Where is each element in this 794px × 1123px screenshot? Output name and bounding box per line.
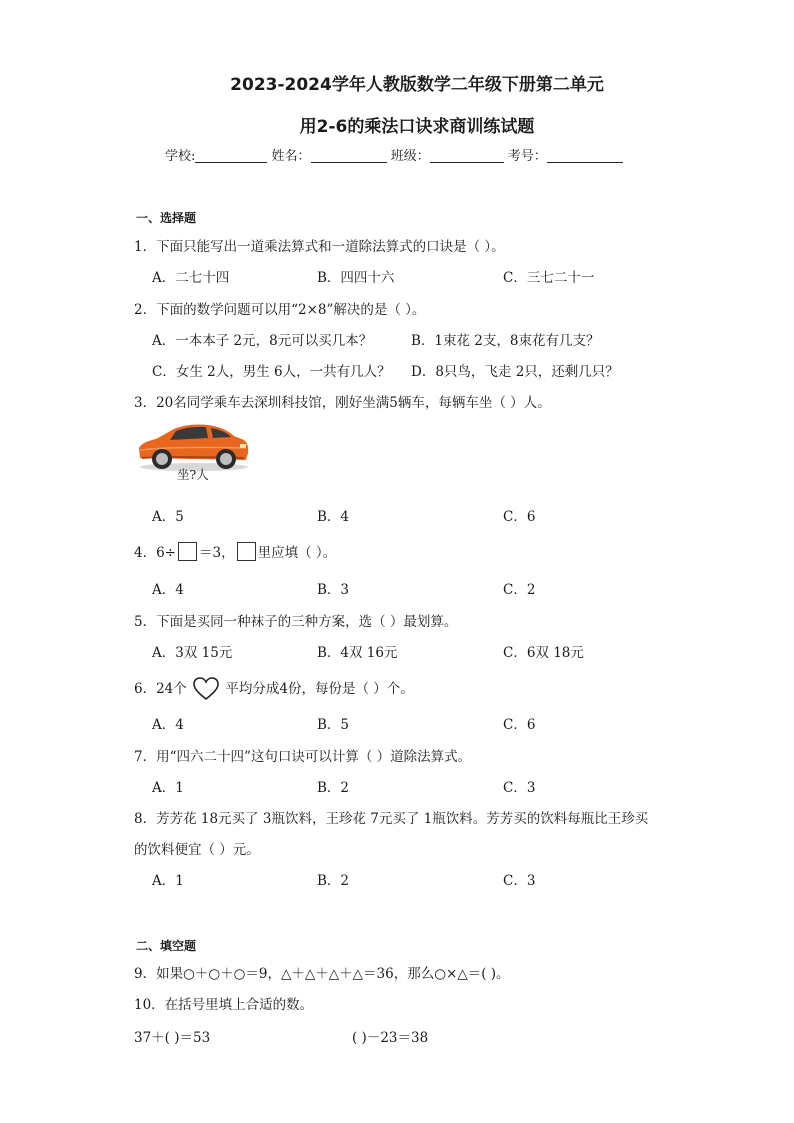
name-label: 姓名： bbox=[271, 149, 311, 164]
question-7-stem: 7．用“四六二十四”这句口诀可以计算（ ）道除法算式。 bbox=[134, 749, 472, 765]
number-blank[interactable] bbox=[547, 148, 623, 163]
question-9-stem: 9．如果○＋○＋○＝9，△＋△＋△＋△＝36，那么○×△＝( )。 bbox=[134, 966, 510, 982]
question-5-stem: 5．下面是买同一种袜子的三种方案，选（ ）最划算。 bbox=[134, 614, 458, 630]
name-blank[interactable] bbox=[311, 148, 387, 163]
exam-title-line2: 用2-6的乘法口诀求商训练试题 bbox=[299, 117, 535, 137]
q4-blank-box-2 bbox=[237, 542, 256, 561]
q2-option-a[interactable]: A．一本本子 2元，8元可以买几本？ bbox=[152, 333, 373, 349]
question-8-stem-line2: 的饮料便宜（ ）元。 bbox=[134, 842, 260, 858]
q6-text-1: 6．24个 bbox=[134, 681, 187, 697]
class-label: 班级： bbox=[390, 149, 430, 164]
q10-equation-a: 37＋( )＝53 bbox=[134, 1030, 211, 1046]
heart-icon bbox=[193, 677, 219, 705]
q1-option-c[interactable]: C．三七二十一 bbox=[503, 270, 595, 286]
q7-option-c[interactable]: C．3 bbox=[503, 780, 536, 796]
q1-option-b[interactable]: B．四四十六 bbox=[317, 270, 395, 286]
q10-equation-b: ( )－23＝38 bbox=[352, 1030, 429, 1046]
class-blank[interactable] bbox=[430, 148, 504, 163]
school-label: 学校: bbox=[165, 149, 196, 164]
car-caption: 坐?人 bbox=[177, 467, 209, 482]
exam-title-line1: 2023-2024学年人教版数学二年级下册第二单元 bbox=[230, 75, 604, 95]
q4-text-3: 里应填（ ）。 bbox=[257, 545, 337, 561]
q3-option-c[interactable]: C．6 bbox=[503, 509, 536, 525]
question-8-stem-line1: 8．芳芳花 18元买了 3瓶饮料，王珍花 7元买了 1瓶饮料。芳芳买的饮料每瓶比王珍买 bbox=[134, 811, 649, 827]
question-6-stem bbox=[134, 677, 414, 705]
school-blank[interactable] bbox=[195, 148, 267, 163]
q7-option-a[interactable]: A．1 bbox=[152, 780, 184, 796]
q4-text-1: 4．6÷ bbox=[134, 545, 176, 561]
question-10-stem: 10．在括号里填上合适的数。 bbox=[134, 997, 314, 1013]
q2-option-b[interactable]: B．1束花 2支，8束花有几支？ bbox=[411, 333, 600, 349]
q6-option-b[interactable]: B．5 bbox=[317, 717, 350, 733]
q5-option-c[interactable]: C．6双 18元 bbox=[503, 645, 584, 661]
question-3-stem: 3．20名同学乘车去深圳科技馆，刚好坐满5辆车，每辆车坐（ ）人。 bbox=[134, 395, 551, 411]
q7-option-b[interactable]: B．2 bbox=[317, 780, 350, 796]
q4-option-c[interactable]: C．2 bbox=[503, 582, 536, 598]
q3-option-b[interactable]: B．4 bbox=[317, 509, 350, 525]
question-4-stem bbox=[134, 541, 336, 561]
q6-text-2: 平均分成4份，每份是（ ）个。 bbox=[225, 681, 414, 697]
q2-option-d[interactable]: D．8只鸟，飞走 2只，还剩几只？ bbox=[411, 364, 619, 380]
q6-option-c[interactable]: C．6 bbox=[503, 717, 536, 733]
question-1-stem: 1．下面只能写出一道乘法算式和一道除法算式的口诀是（ ）。 bbox=[134, 239, 505, 255]
q4-text-2: ＝3， bbox=[199, 545, 235, 561]
q2-option-c[interactable]: C．女生 2人，男生 6人，一共有几人？ bbox=[152, 364, 391, 380]
q6-option-a[interactable]: A．4 bbox=[152, 717, 184, 733]
question-2-stem: 2．下面的数学问题可以用“2×8”解决的是（ ）。 bbox=[134, 302, 426, 318]
q5-option-a[interactable]: A．3双 15元 bbox=[152, 645, 233, 661]
section-title-choice: 一、选择题 bbox=[136, 211, 197, 225]
q8-option-b[interactable]: B．2 bbox=[317, 873, 350, 889]
q4-blank-box bbox=[178, 542, 197, 561]
student-info-row bbox=[165, 145, 623, 164]
q1-option-a[interactable]: A．二七十四 bbox=[152, 270, 230, 286]
q4-option-b[interactable]: B．3 bbox=[317, 582, 350, 598]
q8-option-c[interactable]: C．3 bbox=[503, 873, 536, 889]
number-label: 考号： bbox=[507, 149, 547, 164]
q5-option-b[interactable]: B．4双 16元 bbox=[317, 645, 398, 661]
q4-option-a[interactable]: A．4 bbox=[152, 582, 184, 598]
q8-option-a[interactable]: A．1 bbox=[152, 873, 184, 889]
section-title-fill: 二、填空题 bbox=[136, 939, 197, 953]
q3-option-a[interactable]: A．5 bbox=[152, 509, 184, 525]
